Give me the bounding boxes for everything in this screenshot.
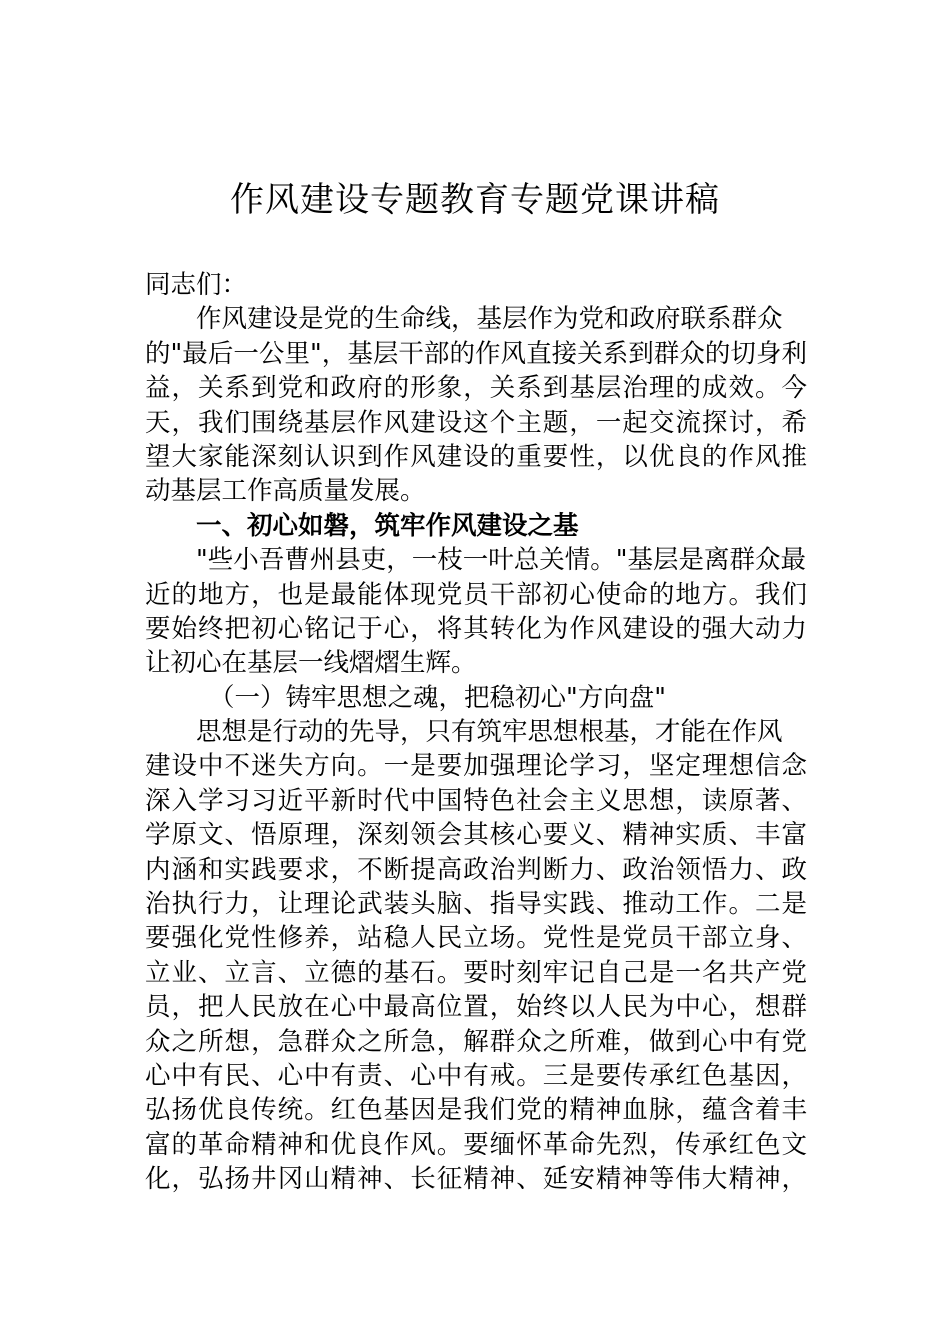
body-line: 建设中不迷失方向。一是要加强理论学习，坚定理想信念 [145, 751, 807, 782]
body-line: 学原文、悟原理，深刻领会其核心要义、精神实质、丰富 [145, 820, 807, 851]
body-line: 心中有民、心中有责、心中有戒。三是要传承红色基因， [145, 1060, 807, 1091]
body-line: 众之所想，急群众之所急，解群众之所难，做到心中有党 [145, 1026, 807, 1057]
body-line: 弘扬优良传统。红色基因是我们党的精神血脉，蕴含着丰 [145, 1095, 807, 1126]
body-line: 望大家能深刻认识到作风建设的重要性，以优良的作风推 [145, 441, 807, 472]
body-line: 要强化党性修养，站稳人民立场。党性是党员干部立身、 [145, 923, 807, 954]
section-heading: 一、初心如磐，筑牢作风建设之基 [196, 510, 579, 541]
body-line: 内涵和实践要求，不断提高政治判断力、政治领悟力、政 [145, 854, 807, 885]
body-line: 作风建设是党的生命线，基层作为党和政府联系群众 [196, 304, 783, 335]
body-line: 要始终把初心铭记于心，将其转化为作风建设的强大动力 [145, 613, 807, 644]
body-line: 的"最后一公里"，基层干部的作风直接关系到群众的切身利 [145, 338, 807, 369]
body-line: 富的革命精神和优良作风。要缅怀革命先烈，传承红色文 [145, 1129, 807, 1160]
body-line: 益，关系到党和政府的形象，关系到基层治理的成效。今 [145, 373, 807, 404]
body-line: 立业、立言、立德的基石。要时刻牢记自己是一名共产党 [145, 957, 807, 988]
body-line: 让初心在基层一线熠熠生辉。 [145, 648, 477, 679]
body-line: 员，把人民放在心中最高位置，始终以人民为中心，想群 [145, 992, 807, 1023]
body-line: 近的地方，也是最能体现党员干部初心使命的地方。我们 [145, 579, 807, 610]
body-line: 深入学习习近平新时代中国特色社会主义思想，读原著、 [145, 785, 807, 816]
body-line: 动基层工作高质量发展。 [145, 476, 426, 507]
body-line: "些小吾曹州县吏，一枝一叶总关情。"基层是离群众最 [196, 545, 806, 576]
body-line: 治执行力，让理论武装头脑、指导实践、推动工作。二是 [145, 889, 807, 920]
document-title: 作风建设专题教育专题党课讲稿 [230, 180, 720, 220]
document-body [145, 268, 807, 1197]
body-line: 思想是行动的先导，只有筑牢思想根基，才能在作风 [196, 717, 783, 748]
body-line: 同志们： [145, 270, 248, 300]
body-line: 天，我们围绕基层作风建设这个主题，一起交流探讨，希 [145, 407, 807, 438]
subsection-heading: （一）铸牢思想之魂，把稳初心"方向盘" [209, 682, 666, 713]
body-line: 化，弘扬井冈山精神、长征精神、延安精神等伟大精神， [145, 1164, 807, 1195]
